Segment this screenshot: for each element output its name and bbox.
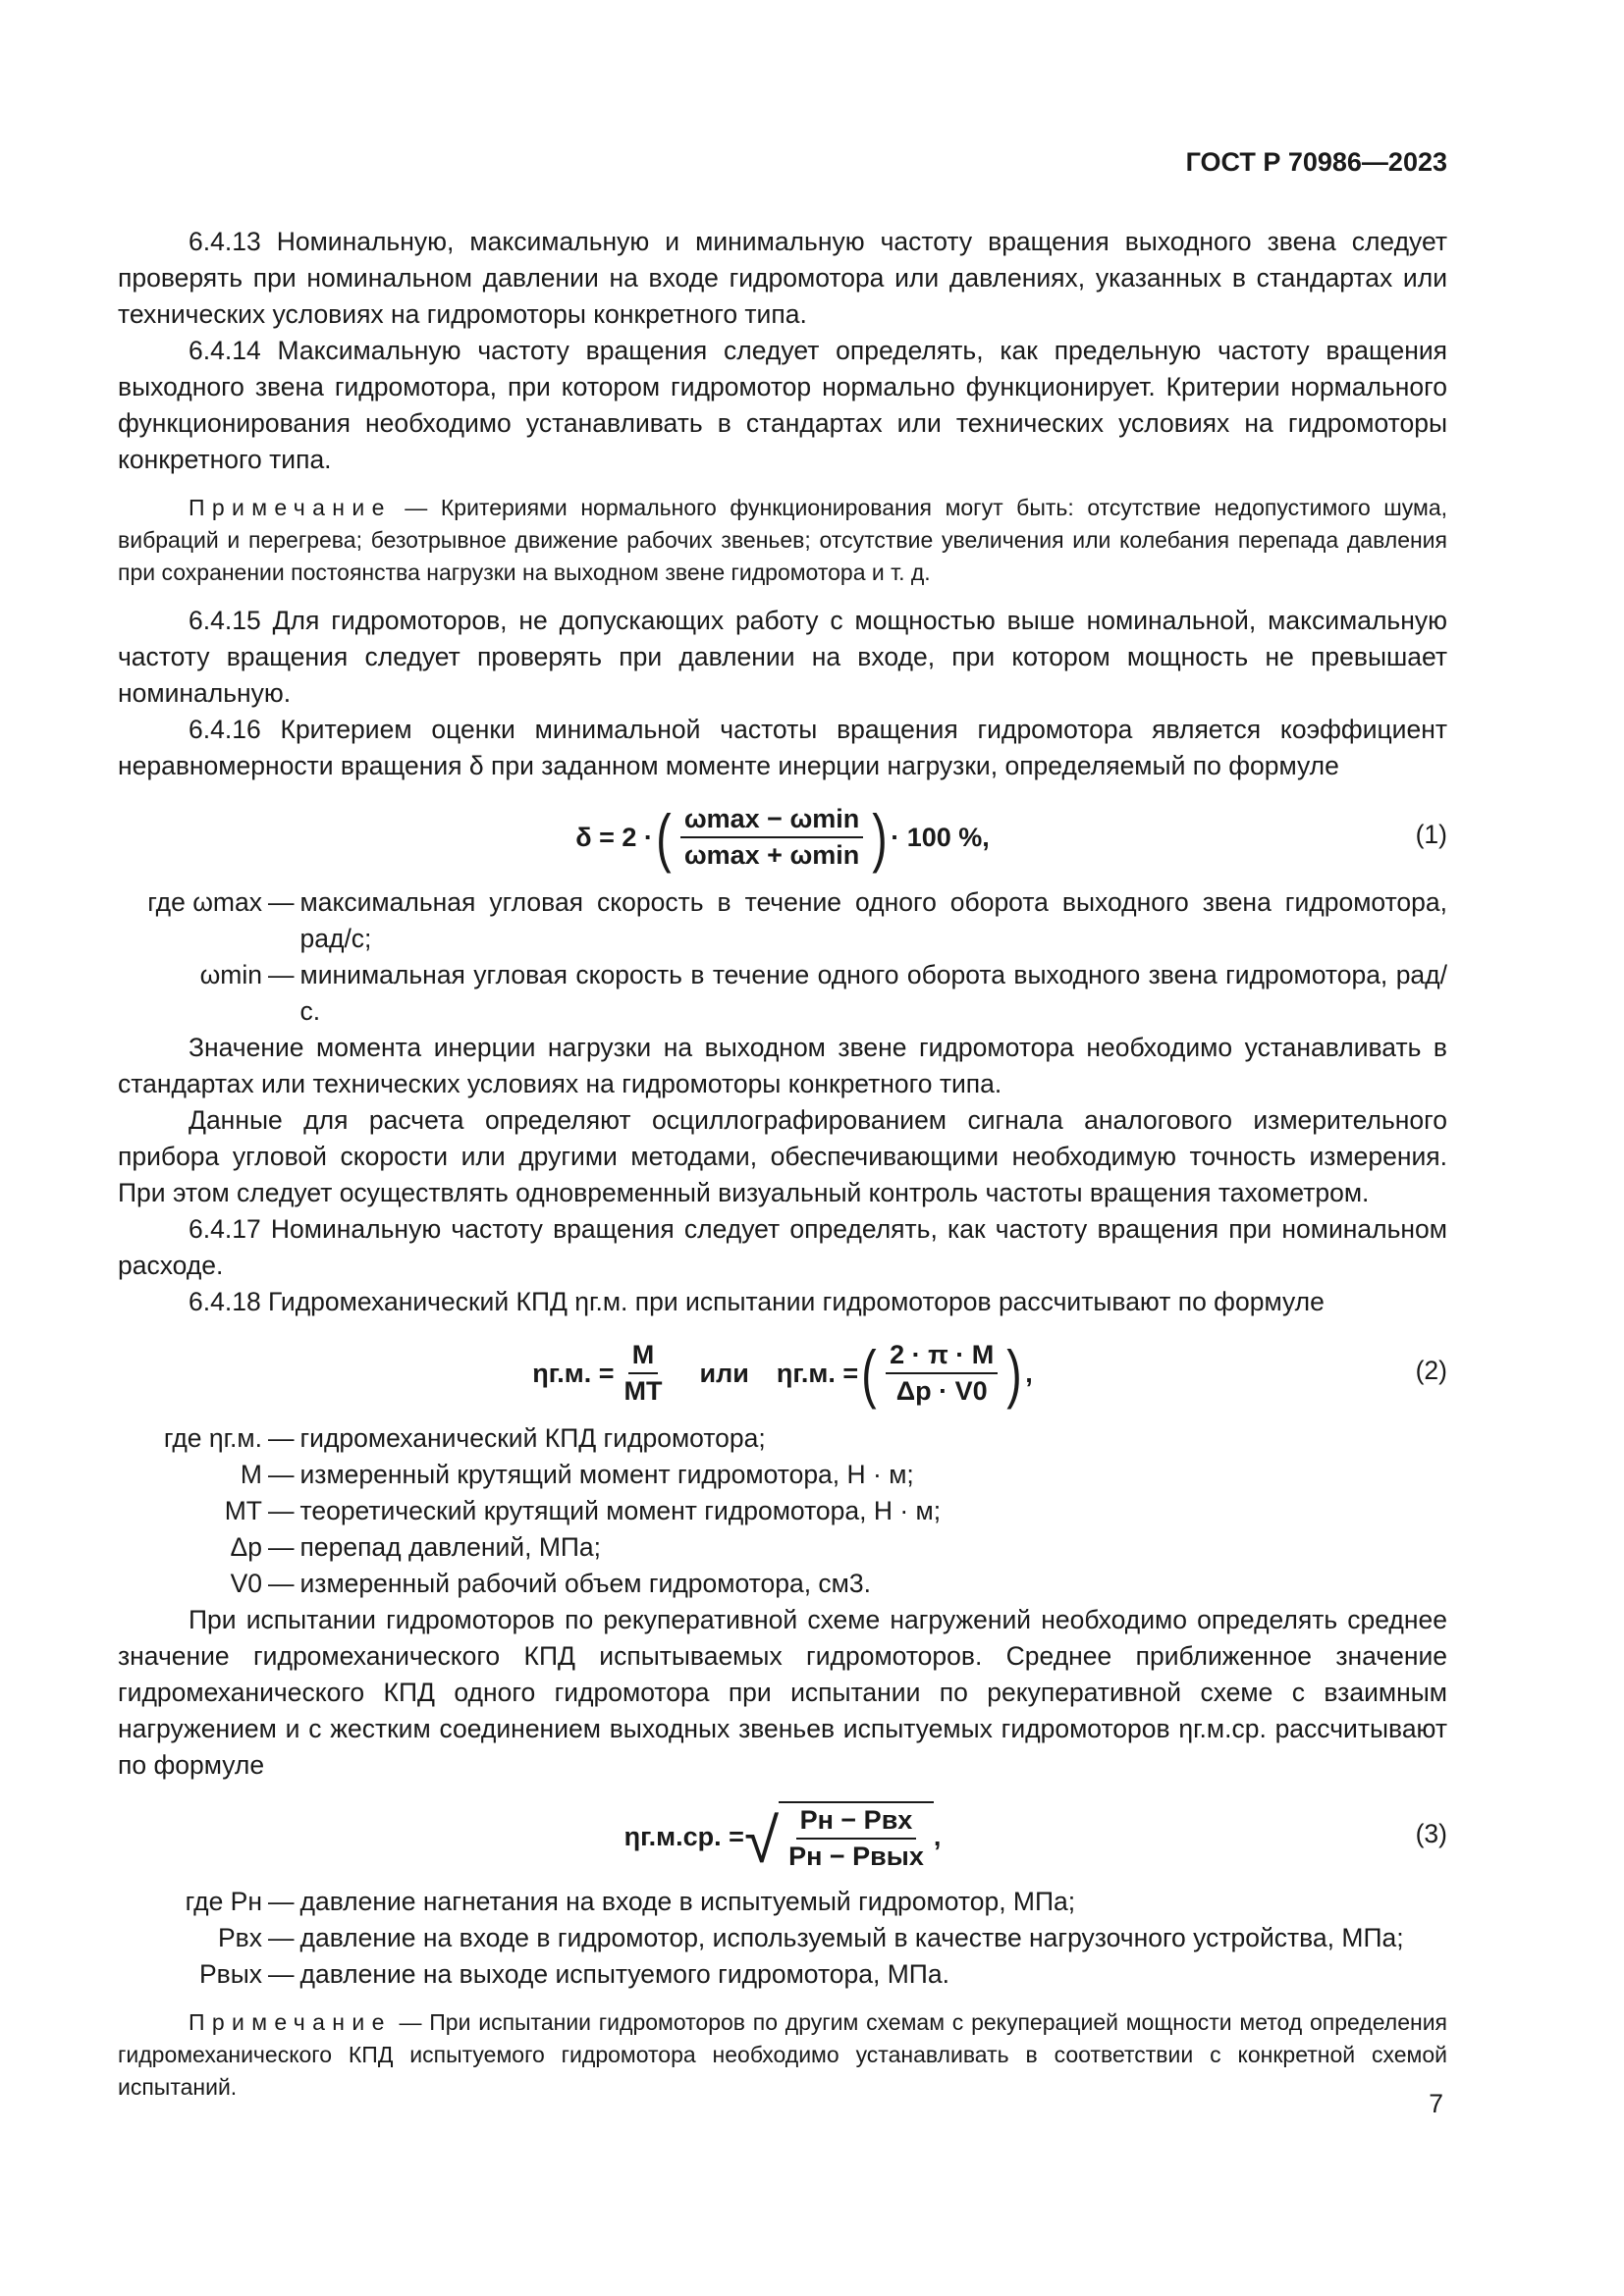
legend-row: ωmin — минимальная угловая скорость в течение одного оборота выходного звена гидромотора, рад/с.: [199, 960, 1447, 1026]
formula-2-or: или: [699, 1358, 749, 1388]
legend-row: где ωmax — максимальная угловая скорость в течение одного оборота выходного звена гидромотора, рад/с;: [147, 887, 1447, 953]
legend-row: Δp — перепад давлений, МПа;: [230, 1532, 602, 1562]
legend-2: [118, 1420, 1447, 1602]
legend-row: Pвх — давление на входе в гидромотор, используемый в качестве нагрузочного устройства, МПа;: [217, 1923, 1404, 1952]
formula-1-lhs: δ = 2 ·: [575, 822, 653, 852]
legend-1: [118, 884, 1447, 1030]
sqrt-icon: √ $\frac{\text{Pн − Pвх}}{\text{Pн − Pвых}}$: [744, 1801, 934, 1872]
document-body: [118, 224, 1447, 2117]
paragraph-6-4-15: 6.4.15 Для гидромоторов, не допускающих работу с мощностью выше номинальной, максимальную частоту вращения следует проверять при давлении на входе, при котором мощность не превышает номинальную.: [118, 606, 1447, 708]
paragraph-6-4-13: 6.4.13 Номинальную, максимальную и минимальную частоту вращения выходного звена следует проверять при номинальном давлении на входе гидромотора или давлениях, указанных в стандартах или технических условиях на гидромоторы конкретного типа.: [118, 227, 1447, 329]
legend-row: где Pн — давление нагнетания на входе в испытуемый гидромотор, МПа;: [185, 1887, 1076, 1916]
note-2: [118, 2006, 1447, 2104]
formula-3: ηг.м.ср. = √ $\frac{\text{Pн − Pвх}}{\text{Pн − Pвых}}$ , (3): [118, 1795, 1447, 1878]
formula-2: ηг.м. = $\frac{M}{MT}$ или ηг.м. = ( $\frac{2 \cdot \pi \cdot M}{\Delta p \cdot V0}$ ) , (2): [532, 1337, 1447, 1410]
paragraph-6-4-14: 6.4.14 Максимальную частоту вращения следует определять, как предельную частоту вращения выходного звена гидромотора, при котором гидромотор нормально функционирует. Критерии нормального функционирования необходимо устанавливать в стандартах или технических условиях на гидромоторы конкретного типа.: [118, 336, 1447, 474]
note-text: — Критериями нормального функционирования могут быть: отсутствие недопустимого шума, вибраций и перегрева; безотрывное движение рабочих звеньев; отсутствие увеличения или колебания перепада давления при сохранении постоянства нагрузки на выходном звене гидромотора и т. д.: [118, 495, 1447, 585]
formula-3-number: (3): [1415, 1819, 1447, 1848]
legend-3: [118, 1884, 1447, 1993]
paragraph-6-4-16: 6.4.16 Критерием оценки минимальной частоты вращения гидромотора является коэффициент неравномерности вращения δ при заданном моменте инерции нагрузки, определяемый по формуле: [118, 715, 1447, 780]
legend-row: где ηг.м. — гидромеханический КПД гидромотора;: [163, 1423, 766, 1453]
formula-2-lhs: ηг.м. =: [532, 1358, 615, 1388]
paragraph-recuperative: При испытании гидромоторов по рекуперативной схеме нагружений необходимо определять среднее значение гидромеханического КПД испытываемых гидромоторов. Среднее приближенное значение гидромеханического КПД одного гидромотора при испытании по рекуперативной схеме с взаимным нагружением и с жестким соединением выходных звеньев испытуемых гидромоторов ηг.м.ср. рассчитывают по формуле: [118, 1605, 1447, 1780]
document-header: ГОСТ Р 70986—2023: [1185, 147, 1447, 177]
legend-row: Pвых — давление на выходе испытуемого гидромотора, МПа.: [198, 1959, 949, 1989]
formula-1-number: (1): [1415, 820, 1447, 849]
paragraph-data: Данные для расчета определяют осциллографированием сигнала аналогового измерительного прибора угловой скорости или другими методами, обеспечивающими необходимую точность измерения. При этом следует осуществлять одновременный визуальный контроль частоты вращения тахометром.: [118, 1105, 1447, 1207]
note-text: — При испытании гидромоторов по другим схемам с рекуперацией мощности метод определения гидромеханического КПД испытуемого гидромотора необходимо устанавливать в соответствии с конкретной схемой испытаний.: [118, 2009, 1447, 2100]
legend-row: M — измеренный крутящий момент гидромотора, Н · м;: [240, 1460, 914, 1489]
formula-1-tail: · 100 %,: [891, 822, 990, 852]
paragraph-moment: Значение момента инерции нагрузки на выходном звене гидромотора необходимо устанавливать в стандартах или технических условиях на гидромоторы конкретного типа.: [118, 1033, 1447, 1098]
paragraph-6-4-18: 6.4.18 Гидромеханический КПД ηг.м. при испытании гидромоторов рассчитывают по формуле: [189, 1287, 1325, 1316]
formula-1-numerator: ωmax − ωmin: [680, 804, 863, 838]
formula-2-number: (2): [1415, 1356, 1447, 1385]
note-1: [118, 492, 1447, 589]
note-label: Примечание: [189, 495, 392, 520]
legend-row: MT — теоретический крутящий момент гидромотора, Н · м;: [224, 1496, 942, 1525]
formula-1: δ = 2 · ( $\frac{\omega\max - \omega\min}{\omega\max + \omega\min}$ ) · 100 %, (1): [575, 801, 1447, 874]
formula-1-denominator: ωmax + ωmin: [683, 840, 860, 870]
page-number: 7: [1429, 2089, 1443, 2118]
formula-3-lhs: ηг.м.ср. =: [623, 1821, 744, 1851]
paragraph-6-4-17: 6.4.17 Номинальную частоту вращения следует определять, как частоту вращения при номинальном расходе.: [118, 1214, 1447, 1280]
note-label: Примечание: [189, 2009, 392, 2035]
legend-row: V0 — измеренный рабочий объем гидромотора, см3.: [230, 1569, 871, 1598]
